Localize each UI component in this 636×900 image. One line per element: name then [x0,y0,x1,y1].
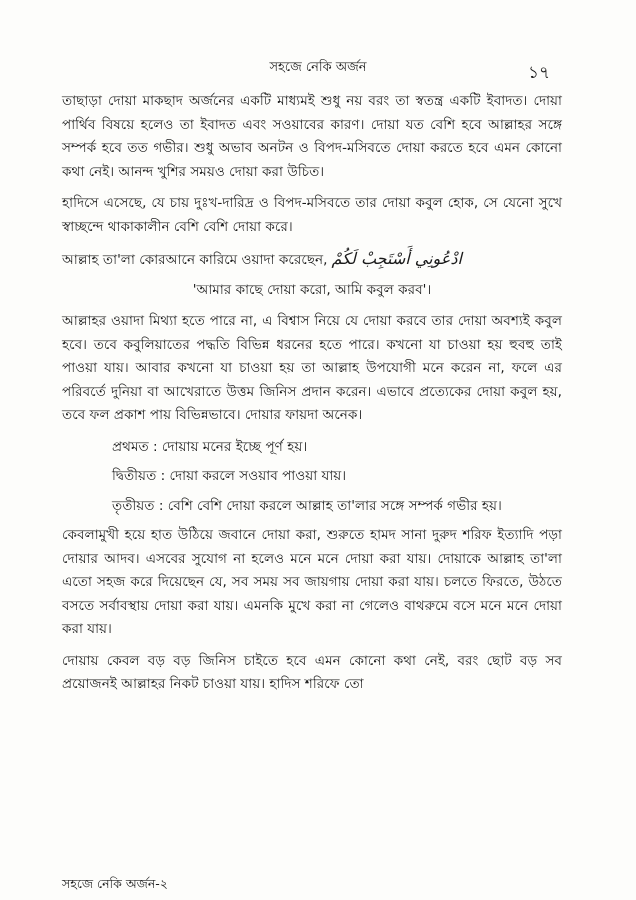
paragraph-2: হাদিসে এসেছে, যে চায় দুঃখ-দারিদ্র ও বিপদ-মসিবতে তার দোয়া কবুল হোক, সে যেনো সুখে স্বাচ্ছন্দে থাকাকালীন বেশি বেশি দোয়া করে। [62,195,562,235]
point-first: প্রথমত : দোয়ায় মনের ইচ্ছে পূর্ণ হয়। [112,438,308,455]
paragraph-6: দোয়ায় কেবল বড় বড় জিনিস চাইতে হবে এমন কোনো কথা নেই, বরং ছোট বড় সব প্রয়োজনই আল্লাহর নিকট চাওয়া যায়। হাদিস শরিফে তো [62,652,562,692]
point-second: দ্বিতীয়ত : দোয়া করলে সওয়াব পাওয়া যায়। [112,468,347,484]
running-header: সহজে নেকি অর্জন [269,60,367,75]
paragraph-3-text: আল্লাহ তা'লা কোরআনে কারিমে ওয়াদা করেছেন, [62,252,328,268]
paragraph-4: আল্লাহর ওয়াদা মিথ্যা হতে পারে না, এ বিশ্বাস নিয়ে যে দোয়া করবে তার দোয়া অবশ্যই কবুল হবে। তবে কবুলিয়াতের পদ্ধতি বিভিন্ন ধরনের হতে পারে। কখনো যা চাওয়া হয় হুবহু তাই পাওয়া যায়। আবার কখনো যা চাওয়া হয় তা আল্লাহ উপযোগী মনে করেন না, ফলে এর পরিবর্তে দুনিয়া বা আখেরাতে উত্তম জিনিস প্রদান করেন। এভাবে প্রত্যেকের দোয়া কবুল হয়, তবে ফল প্রকাশ পায় বিভিন্নভাবে। দোয়ার ফায়দা অনেক। [62,313,562,423]
paragraph-3 [62,247,562,273]
footer-signature: সহজে নেকি অর্জন-২ [62,876,168,891]
body-text [62,90,562,705]
paragraph-1: তাছাড়া দোয়া মাকছাদ অর্জনের একটি মাধ্যমই শুধু নয় বরং তা স্বতন্ত্র একটি ইবাদত। দোয়া পার্থিব বিষয়ে হলেও তা ইবাদত এবং সওয়াবের কারণ। দোয়া যত বেশি হবে আল্লাহর সঙ্গে সম্পর্ক হবে তত গভীর। শুধু অভাব অনটন ও বিপদ-মসিবতে দোয়া করতে হবে এমন কোনো কথা নেই। আনন্দ খুশির সময়ও দোয়া করা উচিত। [62,93,562,180]
point-third: তৃতীয়ত : বেশি বেশি দোয়া করলে আল্লাহ তা'লার সঙ্গে সম্পর্ক গভীর হয়। [112,497,502,514]
arabic-verse: ادْعُونِي أَسْتَجِبْ لَكُمْ [331,249,462,268]
verse-translation: 'আমার কাছে দোয়া করো, আমি কবুল করব'। [192,281,432,298]
page-number: ১৭ [528,63,551,83]
paragraph-5: কেবলামুখী হয়ে হাত উঠিয়ে জবানে দোয়া করা, শুরুতে হামদ সানা দুরুদ শরিফ ইত্যাদি পড়া দোয়ার আদব। এসবের সুযোগ না হলেও মনে মনে দোয়া করা যায়। দোয়াকে আল্লাহ তা'লা এতো সহজ করে দিয়েছেন যে, সব সময় সব জায়গায় দোয়া করা যায়। চলতে ফিরতে, উঠতে বসতে সর্বাবস্থায় দোয়া করা যায়। এমনকি মুখে করা না গেলেও বাথরুমে বসে মনে মনে দোয়া করা যায়। [62,527,562,637]
